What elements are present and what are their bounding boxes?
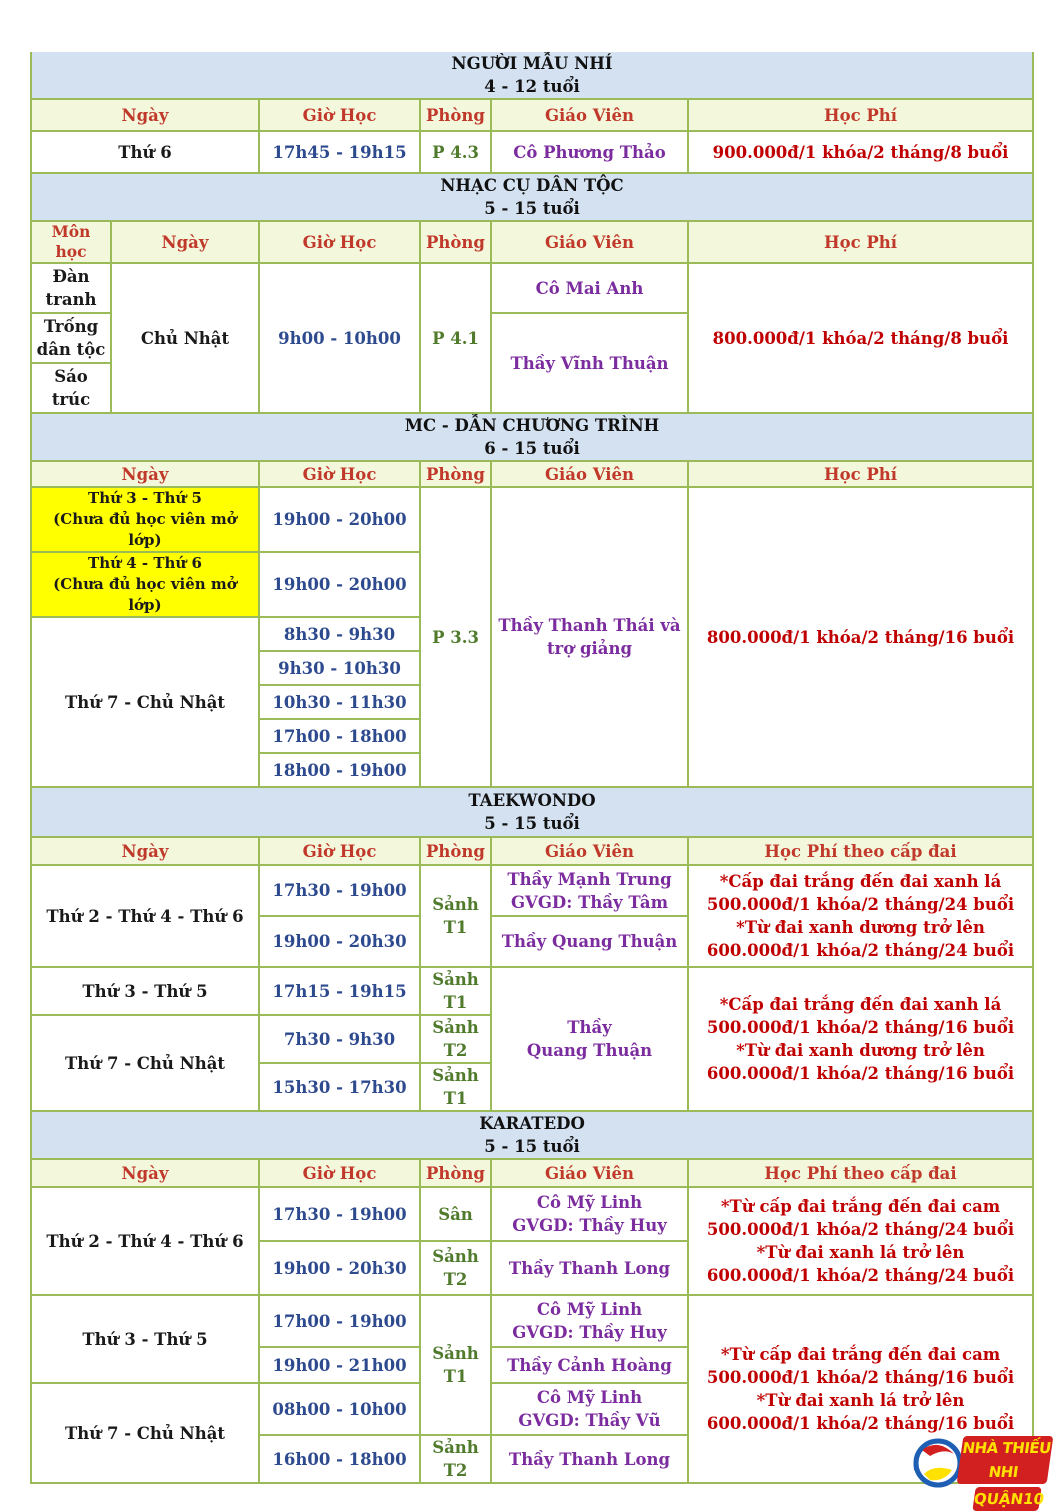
unopened-class-badge: Thứ 3 - Thứ 5 (Chưa đủ học viên mở lớp) [31,487,259,552]
logo-wordmark: NHÀ THIẾU NHI QUẬN10 [960,1436,1050,1490]
table-row: 18h00 - 19h00 [31,753,1033,787]
col-giao-vien: Giáo Viên [491,99,688,131]
table-row: Thứ 2 - Thứ 4 - Thứ 6 17h30 - 19h00 Sân Cô Mỹ Linh GVGD: Thầy Huy *Từ cấp đai trắng đến đai cam 500.000đ/1 khóa/2 tháng/24 buổi *Từ đai xanh lá trở lên 600.000đ/1 khóa/2 tháng/24 buổi [31,1187,1033,1241]
section-title-taekwondo: TAEKWONDO 5 - 15 tuổi [31,787,1033,837]
schedule-table: NGƯỜI MẪU NHÍ 4 - 12 tuổi Ngày Giờ Học Phòng Giáo Viên Học Phí Thứ 6 17h45 - 19h15 P 4.3 Cô Phương Thảo 900.000đ/1 khóa/2 tháng/8 buổi NHẠC CỤ DÂN TỘC 5 - 15 tuổi Môn học Ngày Giờ Học Phòng Giáo Viên Học Phí Đàn tranh Chủ Nhật 9h00 - 10h00 P 4.1 Cô Mai Anh 800.000đ/1 khóa/2 tháng/8 buổi Trống dân tộc Thầy Vĩnh Thuận Sáo trúc MC - DẪN CHƯƠNG TRÌNH 6 - 15 tuổi Ngày Giờ Học Phòng Giáo Viên Học Phí Thứ 3 - Thứ 5 (Chưa đủ học viên mở lớp) 19h00 - 20h00 P 3.3 Thầy Thanh Thái và trợ giảng 800.000đ/1 khóa/2 tháng/16 buổi Thứ 4 - Thứ 6 (Chưa đủ học viên mở lớp) 19h00 - 20h00 Thứ 7 - Chủ Nhật 8h30 - 9h30 9h30 - 10h30 10h30 - 11h30 17h00 - 18h00 18h00 - 19h00 TAEKWONDO 5 - 15 tuổi Ngày Giờ Học Phòng Giáo Viên Học Phí theo cấp đai Thứ 2 - Thứ 4 - Thứ 6 17h30 - 19h00 Sảnh T1 Thầy Mạnh Trung GVGD: Thầy Tâm *Cấp đai trắng đến đai xanh lá 500.000đ/1 khóa/2 tháng/24 buổi *Từ đai xanh dương trở lên 600.000đ/1 khóa/2 tháng/24 buổi 19h00 - 20h30 Thầy Quang Thuận Thứ 3 - Thứ 5 17h15 - 19h15 Sảnh T1 Thầy Quang Thuận *Cấp đai trắng đến đai xanh lá 500.000đ/1 khóa/2 tháng/16 buổi *Từ đai xanh dương trở lên 600.000đ/1 khóa/2 tháng/16 buổi Thứ 7 - Chủ Nhật 7h30 - 9h30 Sảnh T2 15h30 - 17h30 Sảnh T1 KARATEDO 5 - 15 tuổi Ngày Giờ Học Phòng Giáo Viên Học Phí theo cấp đai Thứ 2 - Thứ 4 - Thứ 6 17h30 - 19h00 Sân Cô Mỹ Linh GVGD: Thầy Huy *Từ cấp đai trắng đến đai cam 500.000đ/1 khóa/2 tháng/24 buổi *Từ đai xanh lá trở lên 600.000đ/1 khóa/2 tháng/24 buổi 19h00 - 20h30 Sảnh T2 Thầy Thanh Long Thứ 3 - Thứ 5 17h00 - 19h00 Sảnh T1 Cô Mỹ Linh GVGD: Thầy Huy *Từ cấp đai trắng đến đai cam 500.000đ/1 khóa/2 tháng/16 buổi *Từ đai xanh lá trở lên 600.000đ/1 khóa/2 tháng/16 buổi 19h00 - 21h00 Thầy Cảnh Hoàng Thứ 7 - Chủ Nhật 08h00 - 10h00 Cô Mỹ Linh GVGD: Thầy Vũ 16h00 - 18h00 Sảnh T2 Thầy Thanh Long [30,52,1034,1484]
col-gio-hoc: Giờ Học [259,99,420,131]
col-phong: Phòng [420,99,491,131]
table-row: Thứ 2 - Thứ 4 - Thứ 6 17h30 - 19h00 Sảnh T1 Thầy Mạnh Trung GVGD: Thầy Tâm *Cấp đai trắng đến đai xanh lá 500.000đ/1 khóa/2 tháng/24 buổi *Từ đai xanh dương trở lên 600.000đ/1 khóa/2 tháng/24 buổi [31,865,1033,916]
table-row: Thứ 6 17h45 - 19h15 P 4.3 Cô Phương Thảo 900.000đ/1 khóa/2 tháng/8 buổi [31,131,1033,173]
table-row: Thứ 7 - Chủ Nhật 8h30 - 9h30 [31,617,1033,651]
table-row: Thứ 3 - Thứ 5 17h00 - 19h00 Sảnh T1 Cô Mỹ Linh GVGD: Thầy Huy *Từ cấp đai trắng đến đai cam 500.000đ/1 khóa/2 tháng/16 buổi *Từ đai xanh lá trở lên 600.000đ/1 khóa/2 tháng/16 buổi [31,1295,1033,1347]
table-row: 15h30 - 17h30 Sảnh T1 [31,1063,1033,1111]
table-row: 16h00 - 18h00 Sảnh T2 Thầy Thanh Long [31,1435,1033,1483]
unopened-class-badge: Thứ 4 - Thứ 6 (Chưa đủ học viên mở lớp) [31,552,259,617]
col-hoc-phi: Học Phí [688,99,1033,131]
section-title-karatedo: KARATEDO 5 - 15 tuổi [31,1111,1033,1159]
table-row: 17h00 - 18h00 [31,719,1033,753]
table-row: Thứ 7 - Chủ Nhật 08h00 - 10h00 Cô Mỹ Linh GVGD: Thầy Vũ [31,1383,1033,1435]
table-row: Đàn tranh Chủ Nhật 9h00 - 10h00 P 4.1 Cô Mai Anh 800.000đ/1 khóa/2 tháng/8 buổi [31,263,1033,313]
table-row: 9h30 - 10h30 [31,651,1033,685]
table-row: Thứ 7 - Chủ Nhật 7h30 - 9h30 Sảnh T2 [31,1015,1033,1063]
table-row: 10h30 - 11h30 [31,685,1033,719]
col-ngay: Ngày [31,99,259,131]
table-row: Sáo trúc [31,363,1033,413]
section-title-nguoi-mau-nhi: NGƯỜI MẪU NHÍ 4 - 12 tuổi [31,52,1033,99]
table-row: 19h00 - 20h30 Sảnh T2 Thầy Thanh Long [31,1241,1033,1295]
table-row: Thứ 3 - Thứ 5 17h15 - 19h15 Sảnh T1 Thầy Quang Thuận *Cấp đai trắng đến đai xanh lá 500.000đ/1 khóa/2 tháng/16 buổi *Từ đai xanh dương trở lên 600.000đ/1 khóa/2 tháng/16 buổi [31,967,1033,1015]
table-row: 19h00 - 20h30 Thầy Quang Thuận [31,916,1033,967]
table-row: Thứ 4 - Thứ 6 (Chưa đủ học viên mở lớp) 19h00 - 20h00 [31,552,1033,617]
section-title-nhac-cu: NHẠC CỤ DÂN TỘC 5 - 15 tuổi [31,173,1033,221]
table-row: 19h00 - 21h00 Thầy Cảnh Hoàng [31,1347,1033,1383]
table-row: Trống dân tộc Thầy Vĩnh Thuận [31,313,1033,363]
table-row: Thứ 3 - Thứ 5 (Chưa đủ học viên mở lớp) 19h00 - 20h00 P 3.3 Thầy Thanh Thái và trợ giảng 800.000đ/1 khóa/2 tháng/16 buổi [31,487,1033,552]
section-title-mc: MC - DẪN CHƯƠNG TRÌNH 6 - 15 tuổi [31,413,1033,461]
